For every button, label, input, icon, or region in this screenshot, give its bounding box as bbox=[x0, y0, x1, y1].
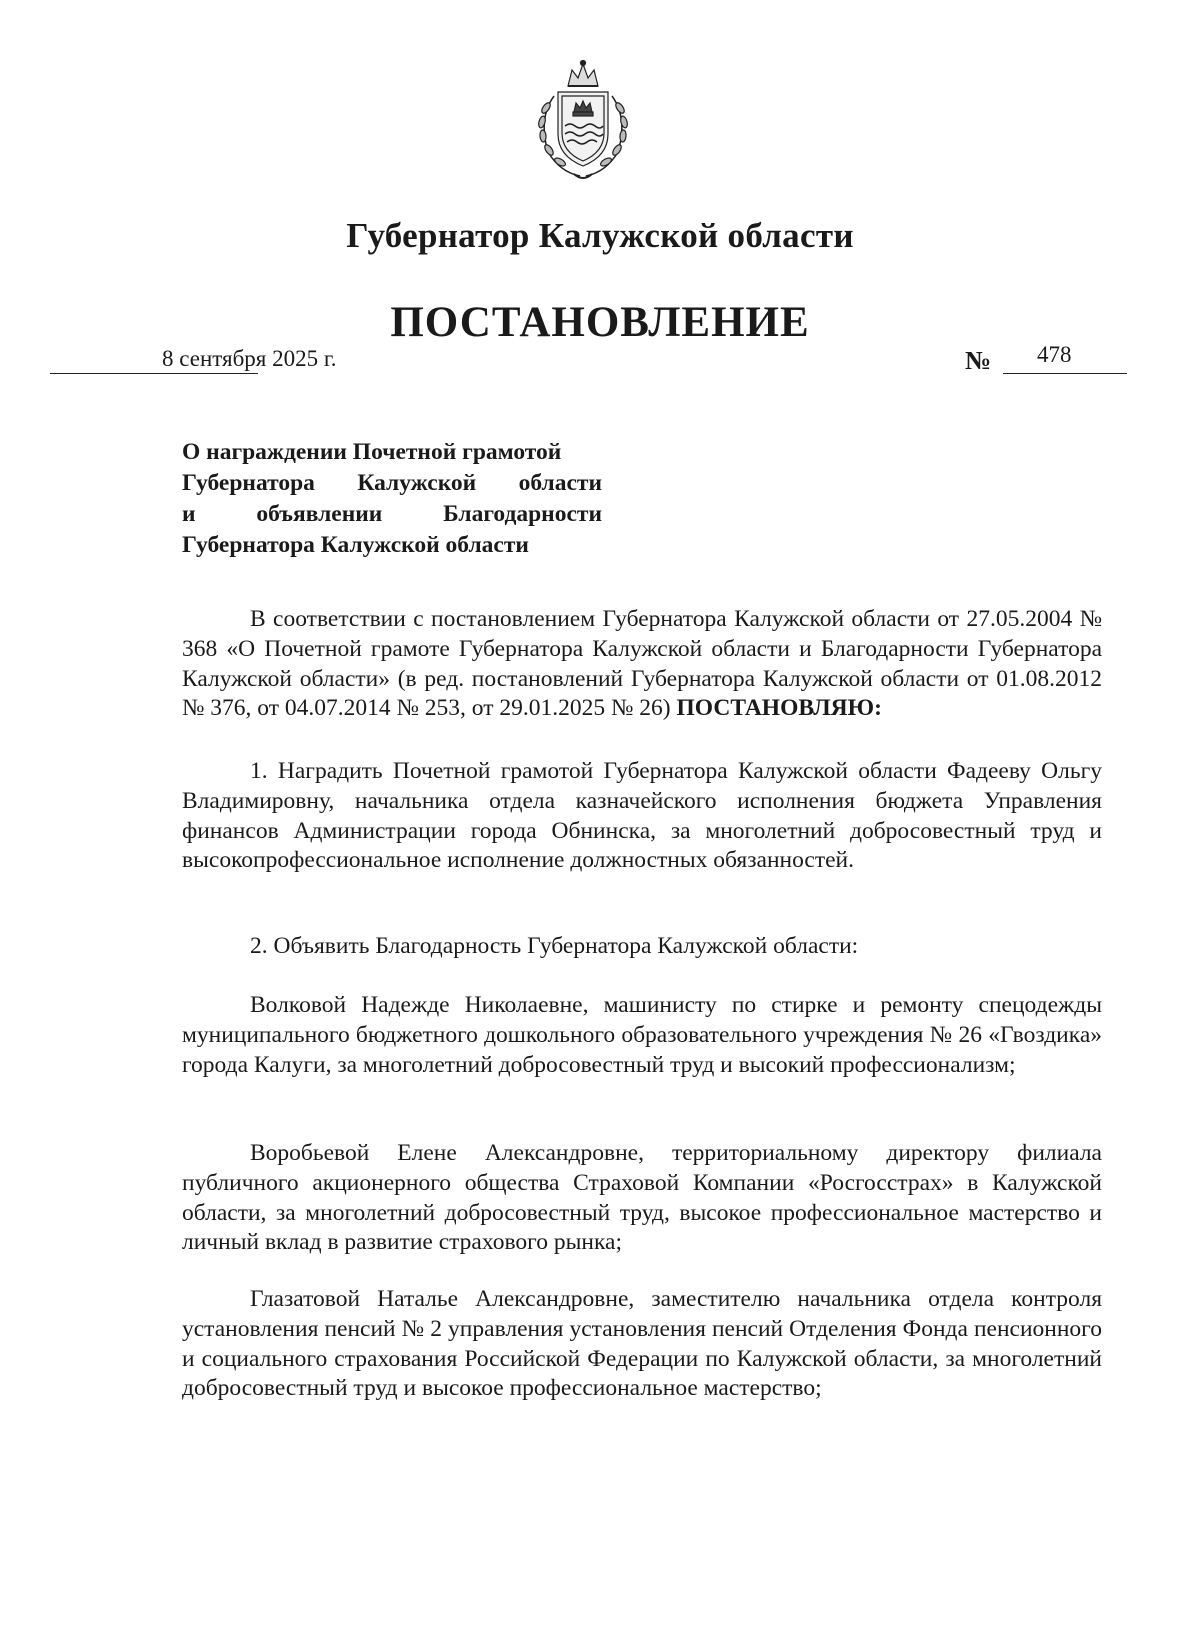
heading-line: Губернатора Калужской области bbox=[182, 532, 529, 558]
item-1-paragraph: 1. Наградить Почетной грамотой Губернатора Калужской области Фадееву Ольгу Владимировну, начальника отдела казначейского исполнения бюджета Управления финансов Администрации города Обнинска, за многолетний добросовестный труд и высокопрофессиональное исполнение должностных обязанностей. bbox=[182, 758, 1102, 874]
document-date: 8 сентября 2025 г. bbox=[162, 346, 337, 371]
date-underline bbox=[50, 373, 258, 374]
recipient-entry: Воробьевой Елене Александровне, территориальному директору филиала публичного акционерного общества Страховой Компании «Росгосстрах» в Калужской области, за многолетний добросовестный труд, высокое профессиональное мастерство и личный вклад в развитие страхового рынка; bbox=[182, 1140, 1102, 1256]
number-sign: № bbox=[965, 346, 992, 375]
decree-word: ПОСТАНОВЛЯЮ: bbox=[676, 695, 882, 722]
recipient-entry: Волковой Надежде Николаевне, машинисту по стирке и ремонту спецодежды муниципального бюджетного дошкольного образовательного учреждения № 26 «Гвоздика» города Калуги, за многолетний добросовестный труд и высокий профессионализм; bbox=[182, 992, 1102, 1078]
authority-title: Губернатор Калужской области bbox=[346, 216, 854, 255]
heading-line: и объявлении Благодарности bbox=[182, 501, 602, 527]
document-heading bbox=[182, 437, 602, 561]
recipient-entry: Глазатовой Наталье Александровне, заместителю начальника отдела контроля установления пенсий № 2 управления установления пенсий Отделения Фонда пенсионного и социального страхования Российской Федерации по Калужской области, за многолетний добросовестный труд и высокое профессиональное мастерство; bbox=[182, 1286, 1102, 1402]
heading-line: Губернатора Калужской области bbox=[182, 470, 602, 496]
basis-text: В соответствии с постановлением Губернатора Калужской области от 27.05.2004 № 368 «О Почетной грамоте Губернатора Калужской области и Благодарности Губернатора Калужской области» (в ред. постановлений Губернатора Калужской области от 01.08.2012 № 376, от 04.07.2014 № 253, от 29.01.2025 № 26) bbox=[182, 606, 1102, 722]
item-2-paragraph: 2. Объявить Благодарность Губернатора Калужской области: bbox=[250, 933, 859, 959]
heading-line: О награждении Почетной грамотой bbox=[182, 439, 562, 465]
basis-paragraph bbox=[182, 605, 1102, 724]
document-type: ПОСТАНОВЛЕНИЕ bbox=[390, 299, 810, 346]
number-underline bbox=[1003, 373, 1127, 374]
document-number: 478 bbox=[1037, 342, 1072, 367]
kaluga-coat-of-arms-icon bbox=[524, 56, 642, 184]
